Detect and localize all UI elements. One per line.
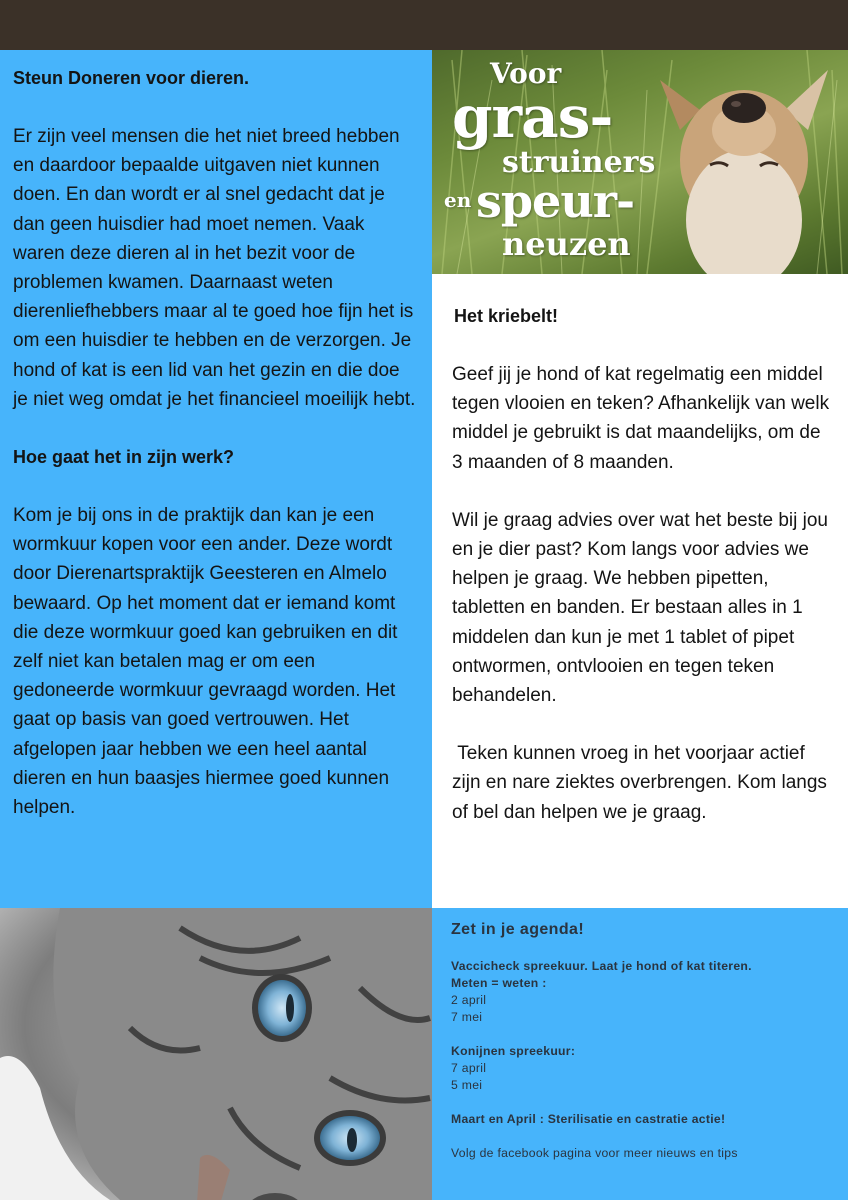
overlay-word-gras: gras- [452, 83, 613, 151]
konijnen-date-1: 7 april [451, 1061, 487, 1075]
how-it-works-text: Kom je bij ons in de praktijk dan kan je een wormkuur kopen voor een ander. Deze wordt door Dierenartspraktijk Geesteren en Almelo bewaard. Op het moment dat er iemand komt die deze wormkuur goed kan gebruiken en dit zelf niet kan betalen mag er om een gedoneerde wormkuur gevraagd worden. Het gaat op basis van goed vertrouwen. Het afgelopen jaar hebben we een heel aantal dieren en hun baasjes hiermee goed kunnen helpen. [13, 505, 398, 819]
flea-tick-text-2: Wil je graag advies over wat het beste bij jou en je dier past? Kom langs voor advies we helpen je graag. We hebben pipetten, tabletten en banden. Er bestaan alles in 1 middelen dan kun je met 1 tablet of pipet ontwormen, ontvlooien en tegen teken behandelen. [452, 509, 828, 707]
vaccicheck-line: Vaccicheck spreekuur. Laat je hond of kat titeren. [451, 959, 752, 973]
meten-weten-line: Meten = weten : [451, 976, 547, 990]
flea-tick-text-3: Teken kunnen vroeg in het voorjaar actief zijn en nare ziektes overbrengen. Kom langs of bel dan helpen we je graag. [452, 743, 833, 823]
overlay-word-neuzen: neuzen [502, 225, 631, 263]
donation-column [0, 50, 432, 908]
how-it-works-heading: Hoe gaat het in zijn werk? [13, 447, 235, 468]
donation-heading: Steun Doneren voor dieren. [13, 68, 250, 88]
flea-tick-text-1: Geef jij je hond of kat regelmatig een middel tegen vlooien en teken? Afhankelijk van welk middel je gebruikt is dat maandelijks, om de 3 maanden of 8 maanden. [452, 364, 830, 473]
overlay-word-speur: speur- [476, 174, 635, 228]
agenda-box [432, 908, 848, 1200]
donation-intro-text: Er zijn veel mensen die het niet breed hebben en daardoor bepaalde uitgaven niet kunnen doen. En dan wordt er al snel gedacht dat je dan geen huisdier had moet nemen. Vaak waren deze dieren al in het bezit voor de problemen kwamen. Daarnaast weten dierenliefhebbers maar al te goed hoe fijn het is om een huisdier te hebben en de verzorgen. Je hond of kat is een lid van het gezin en die doe je niet weg omdat je het financieel moeilijk hebt. [13, 126, 416, 410]
cat-photo [0, 908, 432, 1200]
overlay-word-struiners: struiners [502, 145, 656, 180]
vaccicheck-date-2: 7 mei [451, 1010, 483, 1024]
flea-tick-heading: Het kriebelt! [454, 306, 559, 326]
dog-in-grass-photo [432, 50, 848, 274]
dog-head-illustration [660, 70, 828, 274]
top-bar [0, 0, 848, 50]
overlay-word-en: en [444, 188, 472, 212]
overlay-word-voor: Voor [490, 57, 562, 90]
sterilisatie-actie-line: Maart en April : Sterilisatie en castratie actie! [451, 1112, 726, 1126]
flea-tick-column [432, 274, 848, 908]
cat-face-illustration [0, 908, 432, 1200]
facebook-line: Volg de facebook pagina voor meer nieuws en tips [451, 1146, 738, 1160]
agenda-title: Zet in je agenda! [451, 921, 585, 938]
vaccicheck-date-1: 2 april [451, 993, 487, 1007]
konijnen-date-2: 5 mei [451, 1078, 483, 1092]
konijnen-line: Konijnen spreekuur: [451, 1044, 576, 1058]
